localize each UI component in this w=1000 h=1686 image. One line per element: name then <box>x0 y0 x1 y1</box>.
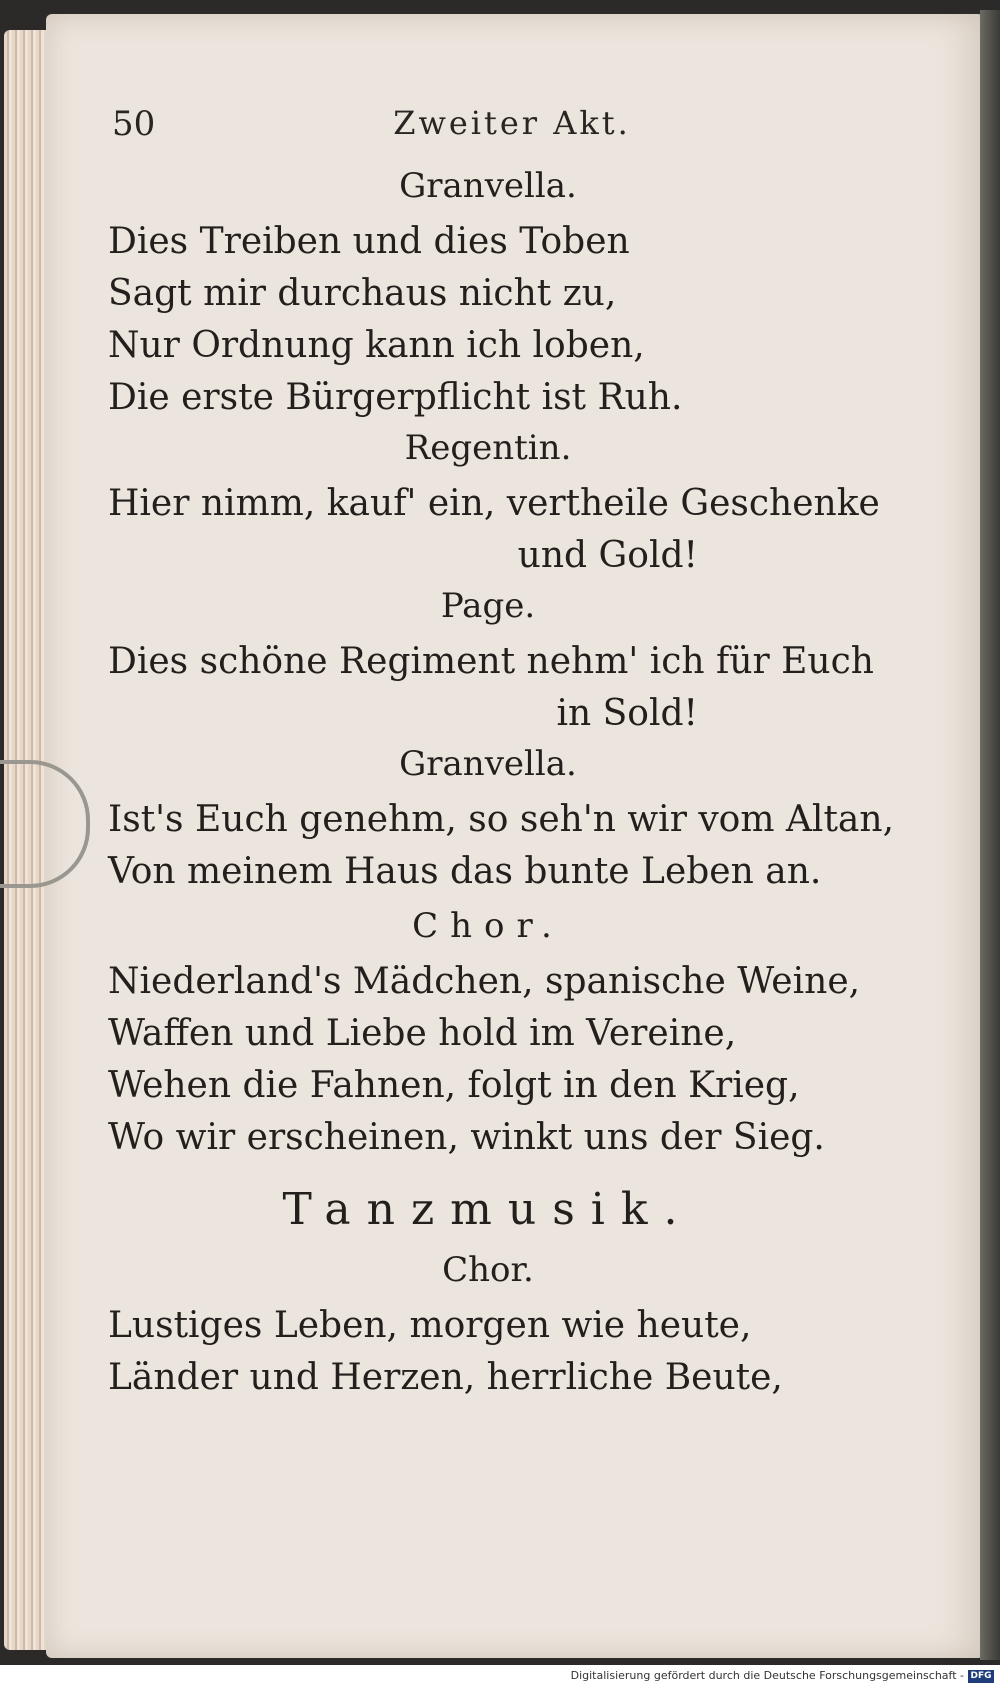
verse-line: Die erste Bürgerpflicht ist Ruh. <box>108 377 683 418</box>
footer-credit: Digitalisierung gefördert durch die Deutsche Forschungsgemeinschaft - <box>570 1669 964 1682</box>
verse-block <box>108 956 868 1164</box>
verse-line: Hier nimm, kauf' ein, vertheile Geschenke <box>108 483 880 524</box>
book-spine-edge <box>980 10 1000 1660</box>
verse-line: Nur Ordnung kann ich loben, <box>108 325 645 366</box>
digitization-footer <box>0 1668 1000 1686</box>
verse-line: Wo wir erscheinen, winkt uns der Sieg. <box>108 1117 825 1158</box>
speaker-name: Chor. <box>412 906 564 946</box>
dfg-logo: DFG <box>968 1670 994 1683</box>
verse-line: Ist's Euch genehm, so seh'n wir vom Altan, <box>108 799 895 840</box>
verse-block <box>108 636 874 740</box>
verse-line: Sagt mir durchaus nicht zu, <box>108 273 617 314</box>
verse-block <box>108 216 868 424</box>
verse-line: Dies Treiben und dies Toben <box>108 221 630 262</box>
speaker-name: Page. <box>440 586 536 626</box>
verse-block <box>108 1300 868 1404</box>
verse-line: Länder und Herzen, herrliche Beute, <box>108 1357 783 1398</box>
speaker-name: Granvella. <box>399 166 577 206</box>
verse-line: Wehen die Fahnen, folgt in den Krieg, <box>108 1065 800 1106</box>
verse-block <box>108 794 895 898</box>
page-header <box>112 104 872 154</box>
verse-line: Niederland's Mädchen, spanische Weine, <box>108 961 861 1002</box>
speaker-name: Regentin. <box>404 428 572 468</box>
running-head: Zweiter Akt. <box>393 104 631 142</box>
speaker-name: Granvella. <box>399 744 577 784</box>
verse-block <box>108 478 880 582</box>
verse-line: Waffen und Liebe hold im Vereine, <box>108 1013 737 1054</box>
verse-line: und Gold! <box>517 535 698 576</box>
verse-line: in Sold! <box>556 693 698 734</box>
verse-line: Dies schöne Regiment nehm' ich für Euch <box>108 641 874 682</box>
verse-line: Lustiges Leben, morgen wie heute, <box>108 1305 752 1346</box>
section-title: Tanzmusik. <box>282 1184 694 1235</box>
speaker-name: Chor. <box>442 1250 534 1290</box>
page-number: 50 <box>112 104 156 144</box>
verse-line: Von meinem Haus das bunte Leben an. <box>108 851 822 892</box>
